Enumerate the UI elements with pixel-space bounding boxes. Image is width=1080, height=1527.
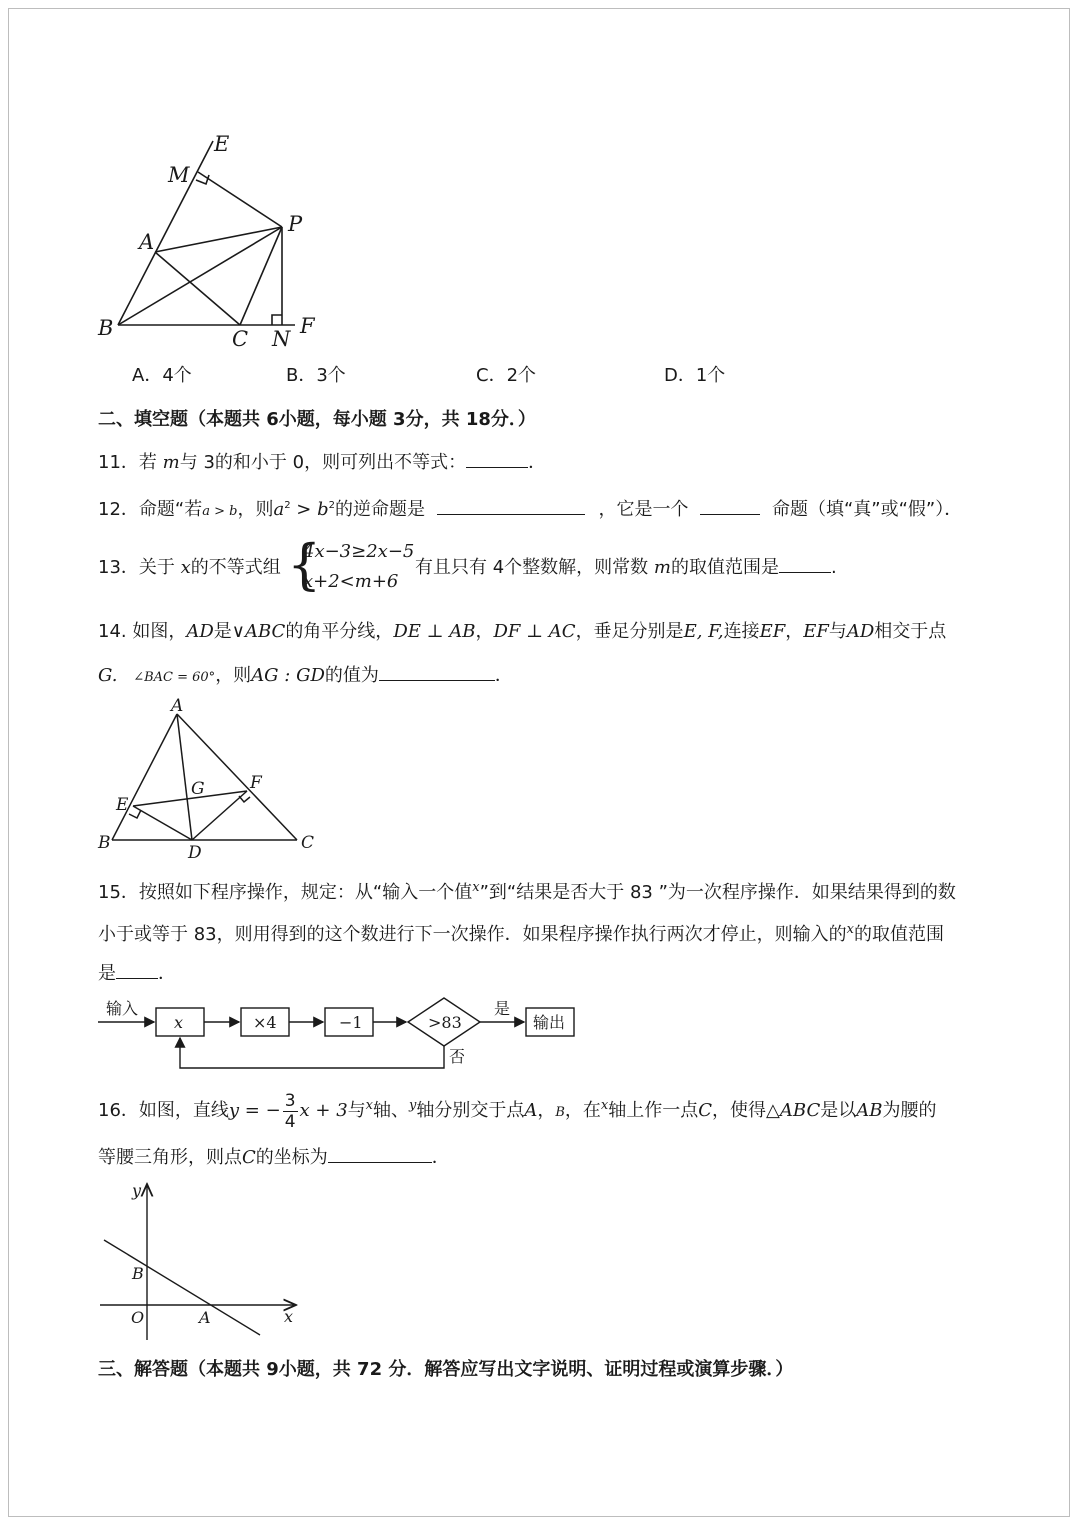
q14-l1g: 相交于点 bbox=[874, 621, 947, 642]
q13-var2: m bbox=[653, 557, 671, 578]
q12-blank-2[interactable] bbox=[700, 498, 760, 515]
question-15-line-3 bbox=[98, 962, 176, 986]
q16-C2: C bbox=[242, 1147, 256, 1168]
right-angle-M bbox=[196, 175, 209, 184]
q16-c1: ， bbox=[537, 1100, 556, 1121]
q15-x2: x bbox=[846, 922, 854, 937]
right-angle-F bbox=[239, 796, 250, 802]
label-M: M bbox=[168, 163, 190, 187]
flow-input-label: 输入 bbox=[106, 999, 139, 1018]
label-E: E bbox=[116, 795, 129, 815]
q15-blank[interactable] bbox=[116, 962, 158, 979]
question-13-tail bbox=[415, 556, 837, 580]
label-E: E bbox=[214, 132, 230, 156]
q13-var: x bbox=[180, 557, 191, 578]
q13-ineq-2: x+2<m+6 bbox=[303, 571, 399, 592]
q13-text3: 的取值范围是 bbox=[670, 557, 779, 578]
q12-a: a bbox=[273, 499, 285, 520]
question-14-line-2 bbox=[98, 664, 513, 690]
q13-text: 的不等式组 bbox=[190, 557, 281, 578]
q16-fraction bbox=[283, 1091, 298, 1132]
section-3-heading: 三、解答题（本题共 9小题，共 72 分．解答应写出文字说明、证明过程或演算步骤．） bbox=[98, 1359, 794, 1380]
q12-mid: ，则 bbox=[237, 499, 274, 520]
option-b: B．3个 bbox=[286, 365, 346, 386]
option-a: A．4个 bbox=[132, 365, 192, 386]
q12-sup-a: 2 bbox=[284, 500, 291, 511]
q14-l2a: ，则 bbox=[215, 665, 252, 686]
q16-A: A bbox=[524, 1100, 538, 1121]
flow-gt83-label: >83 bbox=[428, 1013, 462, 1032]
q14-prefix: 14. 如图， bbox=[98, 621, 187, 642]
flow-output-label: 输出 bbox=[533, 1013, 566, 1032]
label-P: P bbox=[288, 212, 303, 236]
q16-x2: x bbox=[600, 1098, 609, 1113]
q14-AD: AD bbox=[186, 621, 214, 642]
q16-B: B bbox=[555, 1105, 565, 1120]
q16-C: C bbox=[698, 1100, 713, 1121]
flowchart bbox=[96, 992, 586, 1072]
flow-yes-label: 是 bbox=[494, 999, 511, 1018]
question-14-line-1 bbox=[98, 620, 946, 644]
q14-blank[interactable] bbox=[379, 664, 495, 681]
q16-tri: △ABC bbox=[766, 1100, 821, 1121]
line-CP bbox=[240, 227, 282, 325]
q13-prefix: 13．关于 bbox=[98, 557, 181, 578]
flow-x-label: x bbox=[174, 1013, 184, 1032]
question-16-line-1 bbox=[98, 1086, 936, 1133]
q16-t6: ，使得 bbox=[712, 1100, 767, 1121]
q15-line2b: 的取值范围 bbox=[853, 924, 944, 945]
label-A: A bbox=[171, 698, 184, 716]
q11-var: m bbox=[162, 452, 180, 473]
label-B: B bbox=[98, 833, 111, 853]
line-AC bbox=[177, 714, 297, 840]
question-12 bbox=[98, 494, 962, 524]
q16-prefix: 16．如图，直线 bbox=[98, 1100, 229, 1121]
q13-blank[interactable] bbox=[779, 556, 831, 573]
question-11 bbox=[98, 451, 546, 475]
q14-comma: ， bbox=[475, 621, 494, 642]
q13-text2: 有且只有 4个整数解，则常数 bbox=[415, 557, 654, 578]
q15-line1b: ”到“结果是否大于 83 ”为一次程序操作．如果结果得到的数 bbox=[479, 882, 956, 903]
q15-line1a: 15．按照如下程序操作，规定：从“输入一个值 bbox=[98, 882, 473, 903]
q16-y: y = − bbox=[228, 1100, 281, 1121]
label-F: F bbox=[300, 314, 315, 338]
q11-blank[interactable] bbox=[466, 451, 528, 468]
q16-xvar: x bbox=[365, 1098, 373, 1113]
line-AD bbox=[177, 714, 192, 840]
label-D: D bbox=[188, 843, 202, 863]
arrow-no-loop bbox=[180, 1038, 444, 1068]
label-F: F bbox=[250, 773, 262, 793]
label-N: N bbox=[272, 327, 291, 351]
q16-yvar: y bbox=[409, 1098, 417, 1113]
option-d: D．1个 bbox=[664, 365, 726, 386]
line-AB bbox=[104, 1240, 260, 1335]
q12-blank-1[interactable] bbox=[437, 498, 585, 515]
q14-l2b: 的值为 bbox=[324, 665, 379, 686]
q16-blank[interactable] bbox=[328, 1146, 432, 1163]
q16-t8: 为腰的 bbox=[882, 1100, 937, 1121]
label-G: G bbox=[191, 779, 205, 799]
label-C: C bbox=[232, 327, 249, 351]
q14-tri: ∨ABC bbox=[231, 621, 286, 642]
flow-minus1-label: −1 bbox=[339, 1013, 363, 1032]
label-A: A bbox=[139, 230, 155, 254]
question-16-line-2 bbox=[98, 1146, 450, 1170]
line-MP bbox=[198, 172, 282, 227]
question-13 bbox=[98, 556, 281, 580]
q12-sup-b: 2 bbox=[328, 500, 336, 511]
label-B: B bbox=[132, 1264, 144, 1283]
line-AP bbox=[155, 227, 282, 252]
q12-text2: ，它是一个 bbox=[598, 499, 689, 520]
q16-line2b: 的坐标为 bbox=[255, 1147, 328, 1168]
q16-t2: 轴、 bbox=[373, 1100, 409, 1121]
q16-tail: x + 3 bbox=[299, 1100, 348, 1121]
q12-b: b bbox=[317, 499, 329, 520]
q16-t3: 轴分别交于点 bbox=[416, 1100, 525, 1121]
figure-geometry-1 bbox=[90, 125, 330, 355]
q12-cond: a > b bbox=[202, 504, 238, 519]
q11-text: 与 3的和小于 0，则可列出不等式： bbox=[179, 452, 467, 473]
q16-t7: 是以 bbox=[820, 1100, 857, 1121]
q16-end: ． bbox=[431, 1147, 450, 1168]
q13-ineq-1: 4x−3≥2x−5 bbox=[303, 541, 415, 562]
q14-l1a: 是 bbox=[213, 621, 232, 642]
q14-AD2: AD bbox=[846, 621, 875, 642]
q15-line3: 是 bbox=[98, 963, 116, 984]
line-AB bbox=[112, 714, 177, 840]
q16-t5: 轴上作一点 bbox=[608, 1100, 699, 1121]
q16-t4: ，在 bbox=[564, 1100, 601, 1121]
q14-EF2: EF bbox=[759, 621, 786, 642]
figure-coordinate-axes bbox=[94, 1178, 304, 1343]
q14-DF: DF ⊥ AC bbox=[493, 621, 576, 642]
q16-num: 3 bbox=[284, 1090, 296, 1111]
right-angle-E bbox=[129, 810, 141, 818]
line-EF bbox=[133, 791, 247, 806]
question-15-line-1 bbox=[98, 876, 956, 905]
q14-EF1: E, F, bbox=[683, 621, 724, 642]
label-A: A bbox=[199, 1308, 211, 1327]
q13-end: . bbox=[830, 557, 837, 578]
q12-text: 的逆命题是 bbox=[335, 499, 426, 520]
q15-end: ． bbox=[158, 963, 176, 984]
q15-line2a: 小于或等于 83，则用得到的这个数进行下一次操作．如果程序操作执行两次才停止，则输入的 bbox=[98, 924, 847, 945]
line-DE bbox=[133, 806, 192, 840]
flow-times4-label: ×4 bbox=[253, 1013, 277, 1032]
option-c: C．2个 bbox=[476, 365, 537, 386]
q14-EF3: EF bbox=[803, 621, 829, 642]
q16-line2a: 等腰三角形，则点 bbox=[98, 1147, 242, 1168]
q11-end: ． bbox=[528, 452, 547, 473]
line-AC bbox=[155, 252, 240, 325]
q11-prefix: 11．若 bbox=[98, 452, 163, 473]
question-15-line-2 bbox=[98, 918, 944, 947]
q13-brace: { bbox=[287, 533, 322, 596]
q14-G: G. bbox=[98, 665, 118, 686]
q16-AB: AB bbox=[856, 1100, 883, 1121]
label-y: y bbox=[132, 1181, 142, 1200]
flow-no-label: 否 bbox=[449, 1047, 466, 1066]
section-2-heading: 二、填空题（本题共 6小题，每小题 3分，共 18分．） bbox=[98, 409, 536, 430]
right-angle-N bbox=[272, 315, 282, 325]
q14-angle: ∠BAC = 60° bbox=[133, 670, 216, 685]
q14-l1d: 连接 bbox=[723, 621, 760, 642]
label-B: B bbox=[98, 316, 114, 340]
q15-x1: x bbox=[472, 880, 480, 895]
q12-text3: 命题（填“真”或“假”）． bbox=[771, 499, 963, 520]
q16-den: 4 bbox=[284, 1111, 296, 1132]
q16-t1: 与 bbox=[347, 1100, 366, 1121]
q12-gt: > bbox=[290, 499, 318, 520]
label-O: O bbox=[131, 1308, 145, 1327]
q14-DE: DE ⊥ AB bbox=[393, 621, 476, 642]
q14-l1c: ，垂足分别是 bbox=[575, 621, 684, 642]
q14-l1b: 的角平分线， bbox=[285, 621, 394, 642]
q14-end: ． bbox=[494, 665, 513, 686]
label-x: x bbox=[284, 1307, 294, 1326]
q14-l1e: ， bbox=[785, 621, 804, 642]
q12-prefix: 12．命题“若 bbox=[98, 499, 203, 520]
q14-l1f: 与 bbox=[828, 621, 847, 642]
figure-geometry-2 bbox=[92, 698, 322, 863]
q14-ratio: AG : GD bbox=[251, 665, 325, 686]
label-C: C bbox=[301, 833, 315, 853]
